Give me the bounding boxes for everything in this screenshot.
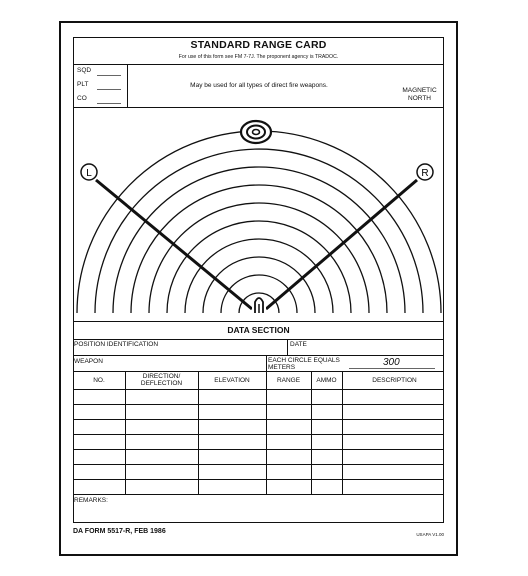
form-bottom-border xyxy=(73,522,444,523)
range-card-form xyxy=(59,21,458,556)
col-range-header: RANGE xyxy=(276,377,301,384)
remarks-label: REMARKS: xyxy=(74,497,108,504)
sector-sketch xyxy=(61,23,460,558)
col-ammo-header: AMMO xyxy=(316,377,337,384)
weapon-label: WEAPON xyxy=(74,358,103,365)
weapon-position-symbol xyxy=(252,298,266,314)
target-reference-symbol xyxy=(241,121,271,143)
table-bottom xyxy=(73,494,444,495)
row-divider-2 xyxy=(73,371,444,372)
right-marker-text: R xyxy=(421,168,429,179)
form-subtitle: For use of this form see FM 7-7J. The proponent agency is TRADOC. xyxy=(178,54,339,60)
range-circle xyxy=(149,203,369,313)
left-marker-text: L xyxy=(86,168,92,179)
col-divider-5 xyxy=(342,371,343,494)
range-circles xyxy=(77,131,441,313)
usage-note: May be used for all types of direct fire weapons. xyxy=(190,82,328,89)
table-row xyxy=(73,434,444,435)
circle-equals-line2: METERS xyxy=(268,364,296,371)
circle-equals-label xyxy=(268,357,340,371)
range-circle xyxy=(77,131,441,313)
north-label: NORTH xyxy=(408,95,431,102)
table-row xyxy=(73,449,444,450)
form-footer-id: DA FORM 5517-R, FEB 1986 xyxy=(73,528,166,535)
col-no-header: NO. xyxy=(93,377,105,384)
form-title: STANDARD RANGE CARD xyxy=(190,39,327,51)
col-direction-header: DIRECTION/ DEFLECTION xyxy=(140,373,183,387)
table-row xyxy=(73,419,444,420)
table-row xyxy=(73,404,444,405)
circle-equals-line1: EACH CIRCLE EQUALS xyxy=(268,357,340,364)
left-limit-marker xyxy=(81,164,97,180)
table-row xyxy=(73,464,444,465)
form-footer-code: USAPA V1.00 xyxy=(416,532,444,537)
col-elevation-header: ELEVATION xyxy=(214,377,250,384)
col-divider-3 xyxy=(266,371,267,494)
date-divider xyxy=(287,339,288,355)
company-label: CO xyxy=(77,95,87,102)
table-row xyxy=(73,479,444,480)
table-header-bottom xyxy=(73,389,444,390)
range-circle xyxy=(95,149,423,313)
circle-value-underline xyxy=(349,368,435,369)
col-description-header: DESCRIPTION xyxy=(372,377,417,384)
right-limit-marker xyxy=(417,164,433,180)
range-circle xyxy=(113,167,405,313)
col-divider-1 xyxy=(125,371,126,494)
row-divider-1 xyxy=(73,355,444,356)
squad-label: SQD xyxy=(77,67,92,74)
col-divider-4 xyxy=(311,371,312,494)
platoon-label: PLT xyxy=(77,81,89,88)
left-sector-limit xyxy=(96,180,252,309)
col-divider-2 xyxy=(198,371,199,494)
date-label: DATE xyxy=(290,341,307,348)
data-section-top xyxy=(73,321,444,322)
data-title-divider xyxy=(73,339,444,340)
circle-equals-value: 300 xyxy=(383,357,400,368)
data-section-title: DATA SECTION xyxy=(227,325,290,335)
magnetic-label: MAGNETIC xyxy=(402,87,437,94)
position-id-label: POSITION IDENTIFICATION xyxy=(74,341,159,348)
circle-divider xyxy=(266,355,267,371)
